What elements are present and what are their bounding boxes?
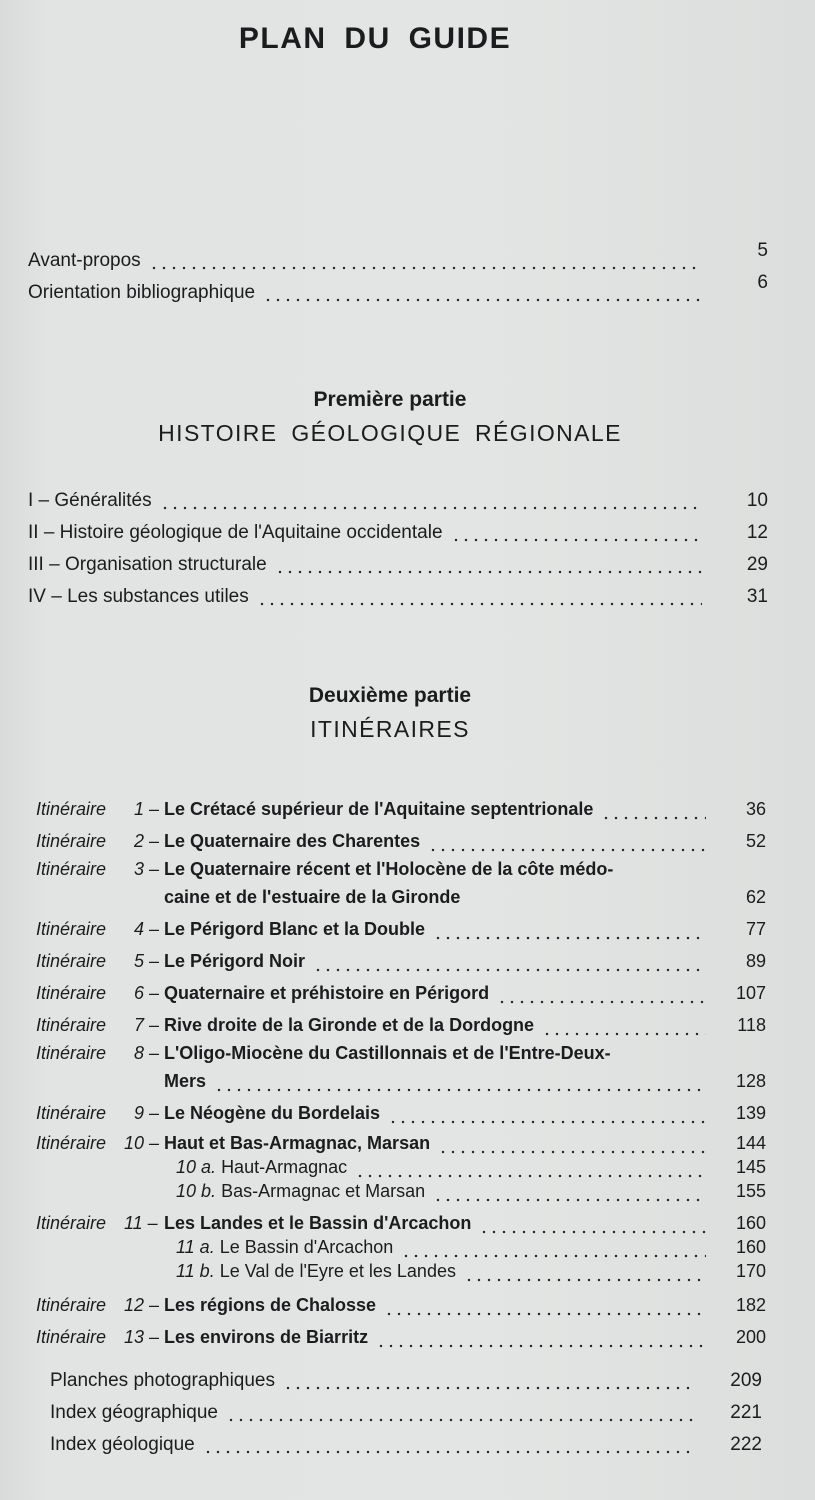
itinerary-prefix: Itinéraire [36, 983, 107, 1003]
itinerary-prefix: Itinéraire [36, 1133, 107, 1153]
itinerary-page: 107 [735, 983, 766, 1003]
itinerary-title: Haut et Bas-Armagnac, Marsan [164, 1133, 431, 1153]
toc-entry-index-geographique[interactable] [50, 1394, 762, 1424]
itinerary-prefix: Itinéraire [36, 799, 107, 819]
page-title: PLAN DU GUIDE [238, 22, 512, 55]
itinerary-number: 2 – [134, 831, 160, 851]
itinerary-prefix: Itinéraire [36, 859, 107, 879]
sub-itinerary-page: 170 [735, 1261, 766, 1281]
itinerary-page: 144 [735, 1133, 766, 1153]
itinerary-11[interactable] [36, 1204, 766, 1284]
itinerary-title: Les Landes et le Bassin d'Arcachon [164, 1213, 472, 1233]
leader-dots [149, 250, 702, 272]
itinerary-prefix: Itinéraire [36, 1043, 107, 1063]
itinerary-13[interactable] [36, 1318, 766, 1350]
itinerary-number: 8 – [134, 1043, 160, 1063]
itinerary-prefix: Itinéraire [36, 1213, 107, 1233]
itinerary-2[interactable] [36, 822, 766, 854]
leader-dots [355, 1158, 706, 1180]
itinerary-prefix: Itinéraire [36, 1295, 107, 1315]
toc-entry-page: 221 [730, 1402, 762, 1423]
toc-chapter-4[interactable] [28, 578, 768, 608]
toc-entry-page: 222 [730, 1434, 762, 1455]
sub-itinerary-title: Le Val de l'Eyre et les Landes [219, 1261, 456, 1281]
itinerary-title: Le Crétacé supérieur de l'Aquitaine septentrionale [164, 799, 594, 819]
itinerary-1[interactable] [36, 790, 766, 822]
itinerary-6[interactable] [36, 974, 766, 1006]
itinerary-number: 9 – [134, 1103, 160, 1123]
leader-dots [203, 1434, 696, 1456]
itinerary-11b[interactable] [36, 1260, 766, 1284]
itinerary-title: Les environs de Biarritz [164, 1327, 369, 1347]
leader-dots [160, 490, 702, 512]
itinerary-page: 62 [745, 887, 766, 907]
itinerary-prefix: Itinéraire [36, 1327, 107, 1347]
itinerary-title: Le Néogène du Bordelais [164, 1103, 381, 1123]
toc-entry-label: Planches photographiques [50, 1370, 276, 1391]
part1-subtitle: Première partie [313, 388, 467, 411]
sub-itinerary-number: 10 a. [176, 1157, 217, 1177]
leader-dots [214, 1072, 706, 1094]
itinerary-9[interactable] [36, 1094, 766, 1126]
itinerary-page: 182 [735, 1295, 766, 1315]
toc-entry-page: 29 [746, 554, 768, 575]
leader-dots [283, 1370, 696, 1392]
itinerary-number: 7 – [134, 1015, 160, 1035]
leader-dots [263, 282, 702, 304]
leader-dots [451, 522, 702, 544]
itinerary-12[interactable] [36, 1284, 766, 1318]
leader-dots [376, 1328, 706, 1350]
leader-dots [401, 1238, 706, 1260]
toc-entry-page: 10 [746, 490, 768, 511]
part1-heading [0, 388, 780, 447]
toc-entry-label: IV – Les substances utiles [28, 586, 249, 607]
toc-chapter-3[interactable] [28, 546, 768, 576]
leader-dots [313, 952, 706, 974]
itinerary-number: 1 – [134, 799, 160, 819]
itinerary-title: Le Quaternaire des Charentes [164, 831, 421, 851]
leader-dots [433, 920, 706, 942]
itinerary-page: 52 [745, 831, 766, 851]
toc-entry-planches[interactable] [50, 1362, 762, 1392]
itinerary-list [36, 790, 766, 1350]
sub-itinerary-number: 10 b. [176, 1181, 217, 1201]
leader-dots [464, 1262, 706, 1284]
toc-entry-label: III – Organisation structurale [28, 554, 267, 575]
toc-entry-orientation[interactable] [28, 272, 768, 312]
itinerary-number: 11 – [124, 1213, 158, 1233]
sub-itinerary-page: 160 [735, 1237, 766, 1257]
leader-dots [226, 1402, 696, 1424]
toc-entry-label: Orientation bibliographique [28, 282, 256, 303]
itinerary-title: Le Périgord Noir [164, 951, 306, 971]
itinerary-page: 200 [735, 1327, 766, 1347]
itinerary-7[interactable] [36, 1006, 766, 1038]
toc-chapter-2[interactable] [28, 514, 768, 544]
sub-itinerary-title: Haut-Armagnac [221, 1157, 348, 1177]
itinerary-prefix: Itinéraire [36, 831, 107, 851]
sub-itinerary-number: 11 a. [176, 1237, 215, 1257]
itinerary-8[interactable] [36, 1038, 766, 1094]
part1-title: HISTOIRE GÉOLOGIQUE RÉGIONALE [158, 420, 622, 446]
leader-dots [542, 1016, 706, 1038]
leader-dots [433, 1182, 706, 1204]
itinerary-10[interactable] [36, 1126, 766, 1204]
itinerary-number: 4 – [134, 919, 160, 939]
itinerary-number: 5 – [134, 951, 160, 971]
itinerary-page: 89 [745, 951, 766, 971]
toc-entry-label: II – Histoire géologique de l'Aquitaine occidentale [28, 522, 443, 543]
leader-dots [497, 984, 706, 1006]
part2-title: ITINÉRAIRES [310, 716, 470, 742]
leader-dots [479, 1214, 706, 1236]
toc-entry-page: 12 [746, 522, 768, 543]
itinerary-5[interactable] [36, 942, 766, 974]
part2-heading [0, 684, 780, 743]
itinerary-number: 10 – [124, 1133, 160, 1153]
sub-itinerary-page: 145 [735, 1157, 766, 1177]
itinerary-page: 77 [745, 919, 766, 939]
itinerary-number: 3 – [134, 859, 160, 879]
toc-entry-label: Avant-propos [28, 250, 141, 271]
toc-entry-page: 209 [730, 1370, 762, 1391]
itinerary-number: 6 – [134, 983, 160, 1003]
itinerary-3[interactable] [36, 854, 766, 910]
itinerary-prefix: Itinéraire [36, 1103, 107, 1123]
leader-dots [275, 554, 702, 576]
leader-dots [388, 1104, 706, 1126]
itinerary-number: 12 – [124, 1295, 160, 1315]
leader-dots [384, 1296, 706, 1318]
itinerary-page: 139 [735, 1103, 766, 1123]
itinerary-page: 118 [737, 1015, 766, 1035]
toc-entry-page: 5 [757, 240, 768, 261]
toc-entry-label: I – Généralités [28, 490, 152, 511]
itinerary-title: Les régions de Chalosse [164, 1295, 377, 1315]
itinerary-prefix: Itinéraire [36, 1015, 107, 1035]
itinerary-title: Le Périgord Blanc et la Double [164, 919, 426, 939]
itinerary-10b[interactable] [36, 1180, 766, 1204]
itinerary-title: Quaternaire et préhistoire en Périgord [164, 983, 490, 1003]
itinerary-4[interactable] [36, 910, 766, 942]
leader-dots [257, 586, 702, 608]
sub-itinerary-title: Le Bassin d'Arcachon [219, 1237, 394, 1257]
itinerary-prefix: Itinéraire [36, 951, 107, 971]
itinerary-title-continued: caine et de l'estuaire de la Gironde [164, 887, 461, 907]
toc-entry-avant-propos[interactable] [28, 240, 768, 280]
toc-entry-label: Index géographique [50, 1402, 218, 1423]
toc-entry-index-geologique[interactable] [50, 1426, 762, 1456]
itinerary-page: 128 [735, 1071, 766, 1091]
itinerary-title: Rive droite de la Gironde et de la Dordogne [164, 1015, 535, 1035]
leader-dots [438, 1134, 706, 1156]
toc-entry-page: 31 [746, 586, 768, 607]
toc-chapter-1[interactable] [28, 482, 768, 512]
toc-entry-label: Index géologique [50, 1434, 195, 1455]
itinerary-title: L'Oligo-Miocène du Castillonnais et de l'Entre-Deux- [164, 1043, 611, 1063]
itinerary-10a[interactable] [36, 1156, 766, 1180]
itinerary-title: Le Quaternaire récent et l'Holocène de la côte médo- [164, 859, 614, 879]
itinerary-number: 13 – [124, 1327, 160, 1347]
leader-dots [601, 800, 706, 822]
itinerary-page: 36 [745, 799, 766, 819]
sub-itinerary-title: Bas-Armagnac et Marsan [221, 1181, 426, 1201]
sub-itinerary-page: 155 [735, 1181, 766, 1201]
leader-dots [428, 832, 706, 854]
part2-subtitle: Deuxième partie [308, 684, 472, 707]
toc-entry-page: 6 [757, 272, 768, 293]
itinerary-title-continued: Mers [164, 1071, 207, 1091]
itinerary-page: 160 [735, 1213, 766, 1233]
sub-itinerary-number: 11 b. [176, 1261, 215, 1281]
itinerary-11a[interactable] [36, 1236, 766, 1260]
itinerary-prefix: Itinéraire [36, 919, 107, 939]
